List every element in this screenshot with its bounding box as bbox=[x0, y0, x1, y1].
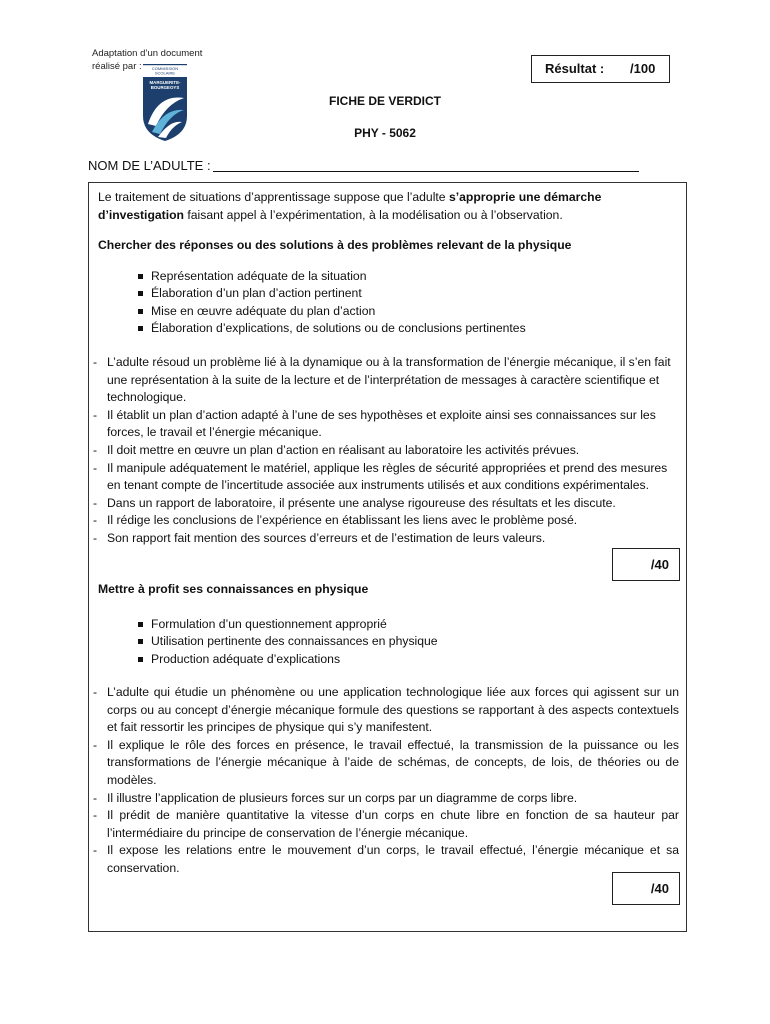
criterion-item: Élaboration d’explications, de solutions ou de conclusions pertinentes bbox=[138, 320, 526, 337]
adaptation-line-1: Adaptation d’un document bbox=[92, 48, 203, 59]
indicator-item: - Il prédit de manière quantitative la vitesse d’un corps en chute libre en fonction de sa hauteur par l’intermédiaire du principe de conservation de l’énergie mécanique. bbox=[89, 807, 679, 842]
criterion-item: Élaboration d’un plan d’action pertinent bbox=[138, 285, 526, 302]
logo-text-3: MARGUERITE- bbox=[149, 80, 181, 85]
criterion-item: Représentation adéquate de la situation bbox=[138, 268, 526, 285]
indicator-item: - Il rédige les conclusions de l’expérience en établissant les liens avec le problème posé. bbox=[89, 512, 679, 530]
adult-name-row bbox=[88, 158, 639, 173]
indicator-item: - Son rapport fait mention des sources d’erreurs et de l’estimation de leurs valeurs. bbox=[89, 530, 679, 548]
evaluation-grid bbox=[88, 182, 687, 932]
indicator-item: - Il expose les relations entre le mouvement d’un corps, le travail effectué, l’énergie mécanique et sa conservation. bbox=[89, 842, 679, 877]
indicator-item: - L’adulte qui étudie un phénomène ou une application technologique liée aux forces qui agissent sur un corps ou au concept d’énergie mécanique formule des questions se rapportant à des aspects contextuels et fait ressortir les principes de physique qui s’y manifestent. bbox=[89, 684, 679, 737]
section-1-title: Chercher des réponses ou des solutions à des problèmes relevant de la physique bbox=[98, 238, 572, 252]
result-value: /100 bbox=[630, 61, 656, 76]
intro-text-2: faisant appel à l’expérimentation, à la modélisation ou à l’observation. bbox=[184, 207, 563, 222]
course-code: PHY - 5062 bbox=[354, 126, 416, 140]
logo-text-1: COMMISSION bbox=[151, 66, 179, 71]
section-2-criteria bbox=[138, 616, 438, 668]
result-label: Résultat : bbox=[545, 61, 605, 76]
criterion-item: Formulation d’un questionnement approprié bbox=[138, 616, 438, 633]
indicator-item: - Il illustre l’application de plusieurs forces sur un corps par un diagramme de corps libre. bbox=[89, 790, 679, 808]
indicator-item: - Dans un rapport de laboratoire, il présente une analyse rigoureuse des résultats et les discute. bbox=[89, 495, 679, 513]
logo-text-4: BOURGEOYS bbox=[150, 85, 180, 90]
indicator-item: - L’adulte résoud un problème lié à la dynamique ou à la transformation de l’énergie mécanique, il s’en fait une représentation à la suite de la lecture et de l’interprétation de messages à caractère scientifique et technologique. bbox=[89, 354, 679, 407]
indicator-item: - Il doit mettre en œuvre un plan d’action en réalisant au laboratoire les activités prévues. bbox=[89, 442, 679, 460]
result-box bbox=[531, 55, 670, 83]
criterion-item: Utilisation pertinente des connaissances en physique bbox=[138, 633, 438, 650]
indicator-item: - Il manipule adéquatement le matériel, applique les règles de sécurité appropriées et prend des mesures en tenant compte de l’incertitude associée aux instruments utilisés et aux conditions expérimentales. bbox=[89, 460, 679, 495]
document-title: FICHE DE VERDICT bbox=[328, 94, 441, 108]
section-1-indicators bbox=[89, 354, 679, 548]
section-1-criteria bbox=[138, 268, 526, 337]
adaptation-line-2: réalisé par : bbox=[92, 61, 142, 72]
indicator-item: - Il établit un plan d’action adapté à l’une de ses hypothèses et exploite ainsi ses connaissances sur les forces, le travail et l’énergie mécanique. bbox=[89, 407, 679, 442]
section-2-title: Mettre à profit ses connaissances en physique bbox=[98, 582, 369, 596]
adult-name-label: NOM DE L’ADULTE : bbox=[88, 158, 211, 173]
adult-name-field[interactable] bbox=[213, 159, 639, 172]
intro-bold: s’approprie une démarche d’investigation bbox=[98, 190, 602, 222]
section-2-indicators bbox=[89, 684, 679, 878]
logo-text-2: SCOLAIRE bbox=[154, 70, 176, 76]
section-1-score-box[interactable]: /40 bbox=[612, 548, 680, 581]
intro-paragraph bbox=[98, 189, 680, 224]
intro-text-1: Le traitement de situations d’apprentissage suppose que l’adulte bbox=[98, 190, 449, 204]
criterion-item: Production adéquate d’explications bbox=[138, 651, 438, 668]
section-2-score-box[interactable]: /40 bbox=[612, 872, 680, 905]
indicator-item: - Il explique le rôle des forces en présence, le travail effectué, la transmission de la puissance ou les transformations de l’énergie mécanique à l’aide de schémas, de concepts, de lois, de théories ou de modèles. bbox=[89, 737, 679, 790]
criterion-item: Mise en œuvre adéquate du plan d’action bbox=[138, 303, 526, 320]
